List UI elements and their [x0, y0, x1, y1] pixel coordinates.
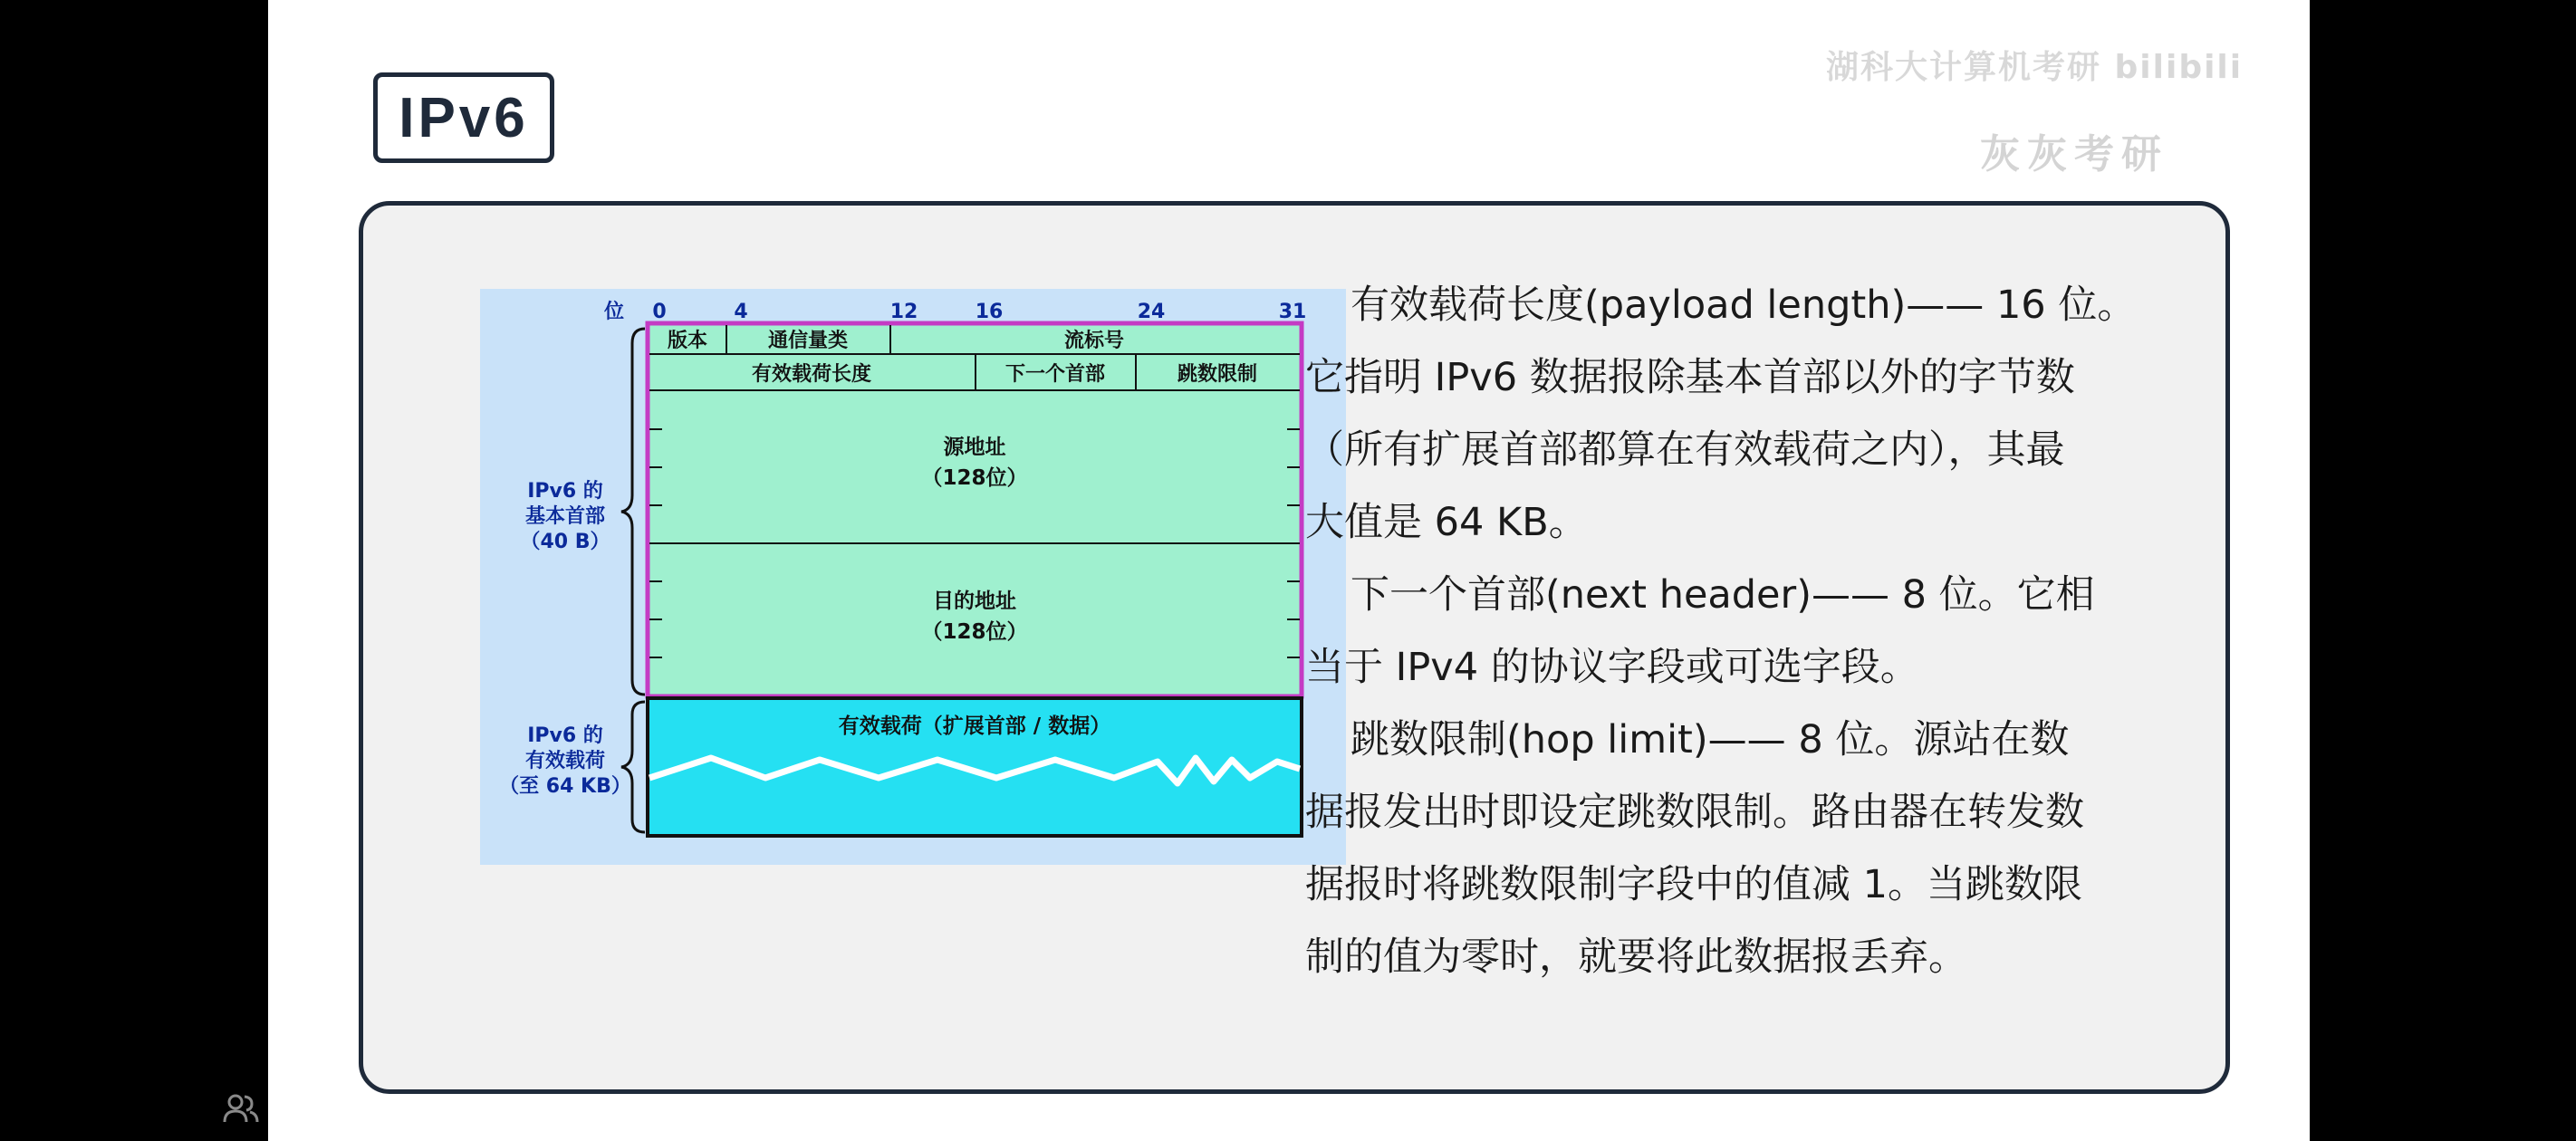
- bit-tick-12: 12: [889, 301, 918, 323]
- field-version: 版本: [667, 330, 708, 352]
- watermark-top: 湖科大计算机考研 bilibili: [1826, 49, 2244, 86]
- payload-length-line-4: 大值是 64 KB。: [1305, 500, 1588, 545]
- slide-title: IPv6: [373, 72, 554, 163]
- side-header-line3: （40 B）: [520, 531, 610, 553]
- payload-label: 有效载荷（扩展首部 / 数据）: [838, 714, 1111, 738]
- bit-tick-4: 4: [734, 301, 748, 323]
- destination-address-bits: （128位）: [921, 620, 1028, 644]
- source-address: 源地址: [943, 436, 1006, 459]
- field-next-header: 下一个首部: [1004, 363, 1106, 386]
- next-header-line-1: 下一个首部(next header)—— 8 位。它相: [1350, 572, 2095, 618]
- payload-brace: [621, 702, 645, 832]
- next-header-line-2: 当于 IPv4 的协议字段或可选字段。: [1305, 645, 1919, 690]
- side-header-line2: 基本首部: [524, 505, 606, 528]
- field-traffic-class: 通信量类: [767, 330, 849, 352]
- side-payload-line3: （至 64 KB）: [499, 775, 631, 798]
- bit-tick-0: 0: [652, 301, 667, 323]
- field-payload-length: 有效载荷长度: [751, 363, 872, 386]
- field-hop-limit: 跳数限制: [1177, 363, 1258, 386]
- hop-limit-line-1: 跳数限制(hop limit)—— 8 位。源站在数: [1350, 717, 2070, 762]
- payload-length-line-2: 它指明 IPv6 数据报除基本首部以外的字节数: [1305, 355, 2075, 400]
- side-header-line1: IPv6 的: [527, 480, 603, 503]
- bit-label: 位: [603, 301, 625, 323]
- content-panel: [359, 201, 2230, 1094]
- side-payload-line1: IPv6 的: [527, 724, 603, 747]
- people-icon[interactable]: [223, 1092, 259, 1125]
- payload-length-line-1: 有效载荷长度(payload length)—— 16 位。: [1350, 283, 2137, 328]
- destination-address: 目的地址: [933, 590, 1016, 613]
- side-payload-line2: 有效载荷: [524, 750, 606, 772]
- source-address-bits: （128位）: [921, 466, 1028, 490]
- slide: [268, 0, 2310, 1141]
- hop-limit-line-2: 据报发出时即设定跳数限制。路由器在转发数: [1305, 790, 2084, 835]
- payload-length-line-3: （所有扩展首部都算在有效载荷之内），其最: [1305, 427, 2065, 473]
- bit-tick-24: 24: [1137, 301, 1166, 323]
- watermark-bottom: 灰灰考研: [1980, 131, 2168, 177]
- explanation-text: [1305, 269, 2175, 993]
- hop-limit-line-3: 据报时将跳数限制字段中的值减 1。当跳数限: [1305, 862, 2083, 907]
- header-brace: [621, 329, 645, 695]
- bit-tick-31: 31: [1278, 301, 1307, 323]
- hop-limit-line-4: 制的值为零时，就要将此数据报丢弃。: [1305, 935, 1967, 980]
- ipv6-header-diagram: [480, 289, 1346, 865]
- field-flow-label: 流标号: [1063, 330, 1125, 352]
- bit-tick-16: 16: [975, 301, 1004, 323]
- diagram-svg: [480, 289, 1346, 865]
